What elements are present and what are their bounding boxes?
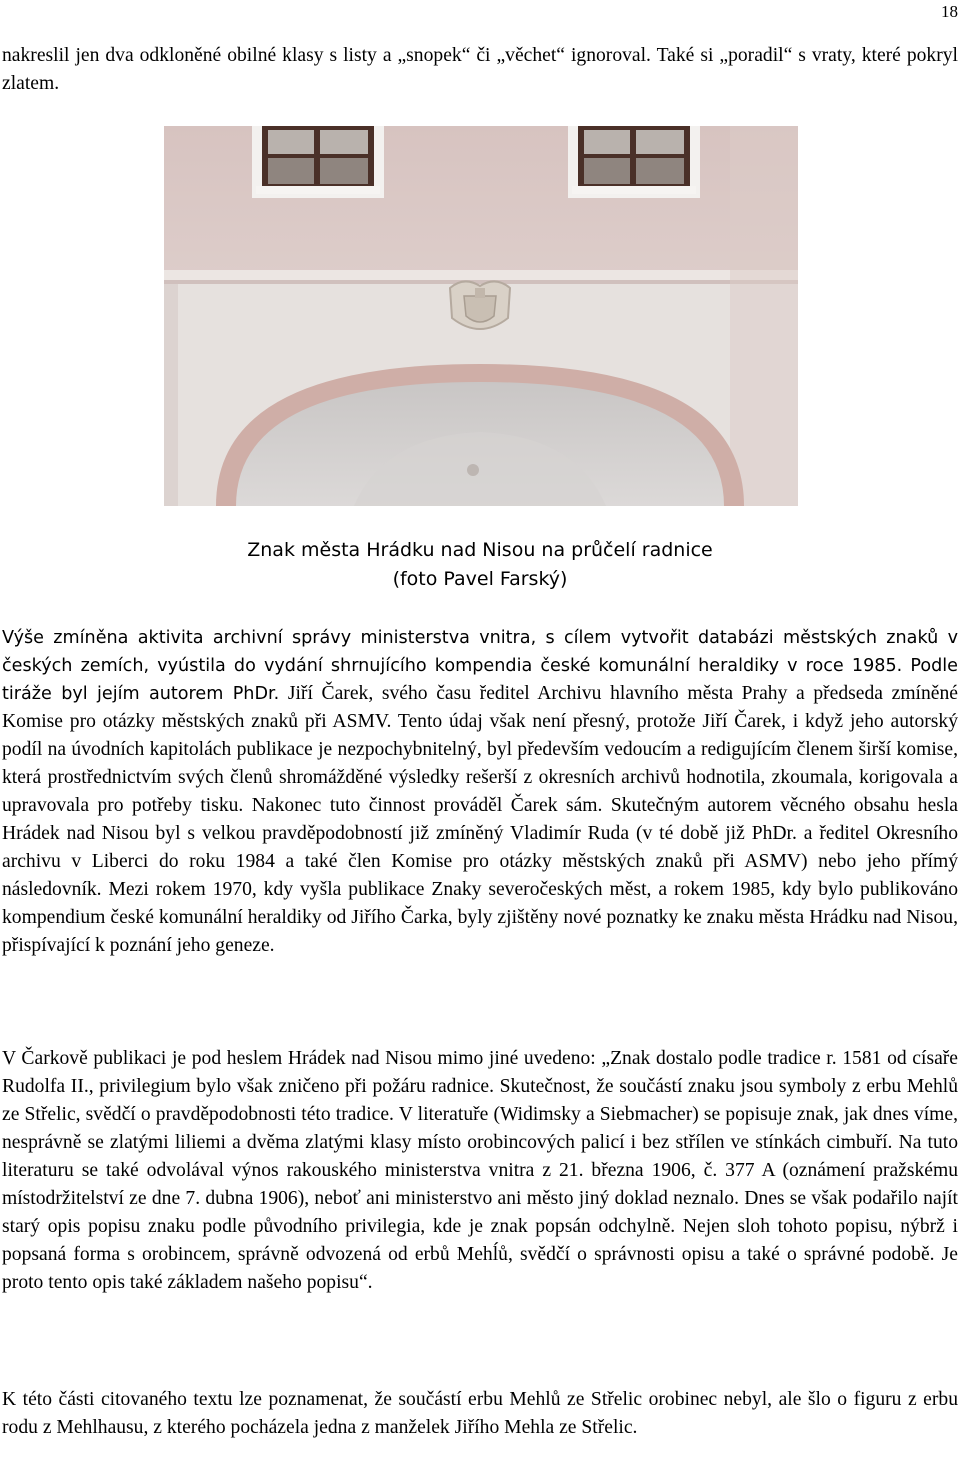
- town-hall-facade-image: [164, 126, 798, 506]
- page-number: 18: [941, 2, 958, 21]
- body-paragraph-2: V Čarkově publikaci je pod heslem Hrádek nad Nisou mimo jiné uvedeno: „Znak dostalo podle tradice r. 1581 od císaře Rudolfa II., privilegium bylo však zničeno při požáru radnice. Skutečnost, že součástí znaku jsou symboly z erbu Mehlů ze Střelic, svědčí o pravděpodobnosti této tradice. V literatuře (Widimsky a Siebmacher) se popisuje znak, jak dnes víme, nesprávně se zlatými liliemi a dvěma zlatými klasy místo orobincových palicí i bez střílen ve stínkách cimbuří. Na tuto literaturu se také odvolával výnos rakouského ministerstva vnitra z 21. března 1906, č. 377 A (oznámení pražskému místodržitelství ze dne 7. dubna 1906), neboť ani ministerstvo ani město jiný doklad neznalo. Dnes se však podařilo najít starý opis popisu znaku podle původního privilegia, kde je znak popsán odchylně. Nejen sloh tohoto popisu, nýbrž i popsaná forma s orobincem, správně odvozená od erbů Mehĺů, svědčí o správnosti opisu a také o správné podobě. Je proto tento opis také základem našeho popisu“.: [2, 1048, 958, 1293]
- body-paragraph-1: [2, 624, 958, 960]
- paragraph-1-serif-run: Jiří Čarek, svého času ředitel Archivu hlavního města Prahy a předseda zmíněné Komise pro otázky městských znaků při ASMV. Tento údaj však není přesný, protože Jiří Čarek, i když jeho autorský podíl na úvodních kapitolách publikace je nezpochybnitelný, byl především vedoucím a redigujícím členem širší komise, která prostřednictvím svých členů shromážděné výsledky rešerší z okresních archivů hodnotila, zkoumala, korigovala a upravovala pro potřeby tisku. Nakonec tuto činnost prováděl Čarek sám. Skutečným autorem věcného obsahu hesla Hrádek nad Nisou byl s velkou pravděpodobností již zmíněný Vladimír Ruda (v té době již PhDr. a ředitel Okresního archivu v Liberci do roku 1984 a také člen Komise pro otázky městských znaků při ASMV) nebo jeho přímý následovník. Mezi rokem 1970, kdy vyšla publikace Znaky severočeských měst, a rokem 1985, kdy bylo publikováno kompendium české komunální heraldiky od Jiřího Čarka, byly zjištěny nové poznatky ke znaku města Hrádku nad Nisou, přispívající k poznání jeho geneze.: [2, 683, 958, 956]
- town-hall-photo: [164, 126, 798, 506]
- figure-caption-credit: (foto Pavel Farský): [392, 568, 568, 590]
- coat-of-arms-relief: [450, 281, 510, 329]
- intro-paragraph: nakreslil jen dva odkloněné obilné klasy s listy a „snopek“ či „věchet“ ignoroval. Také si „poradil“ s vraty, které pokryl zlatem.: [2, 45, 958, 94]
- body-paragraph-3: K této části citovaného textu lze poznamenat, že součástí erbu Mehlů ze Střelic orobinec nebyl, ale šlo o figuru z erbu rodu z Mehlhausu, z kterého pocházela jedna z manželek Jiřího Mehla ze Střelic.: [2, 1389, 958, 1438]
- figure-caption-title: Znak města Hrádku nad Nisou na průčelí radnice: [247, 539, 713, 561]
- paragraph-1-sans-run: Výše zmíněna aktivita archivní správy ministerstva vnitra, s cílem vytvořit databázi městských znaků v českých zemích, vyústila do vydání shrnujícího kompendia české komunální heraldiky v roce 1985. Podle tiráže byl jejím autorem PhDr.: [2, 628, 958, 704]
- right-window: [568, 126, 700, 198]
- left-window: [252, 126, 384, 198]
